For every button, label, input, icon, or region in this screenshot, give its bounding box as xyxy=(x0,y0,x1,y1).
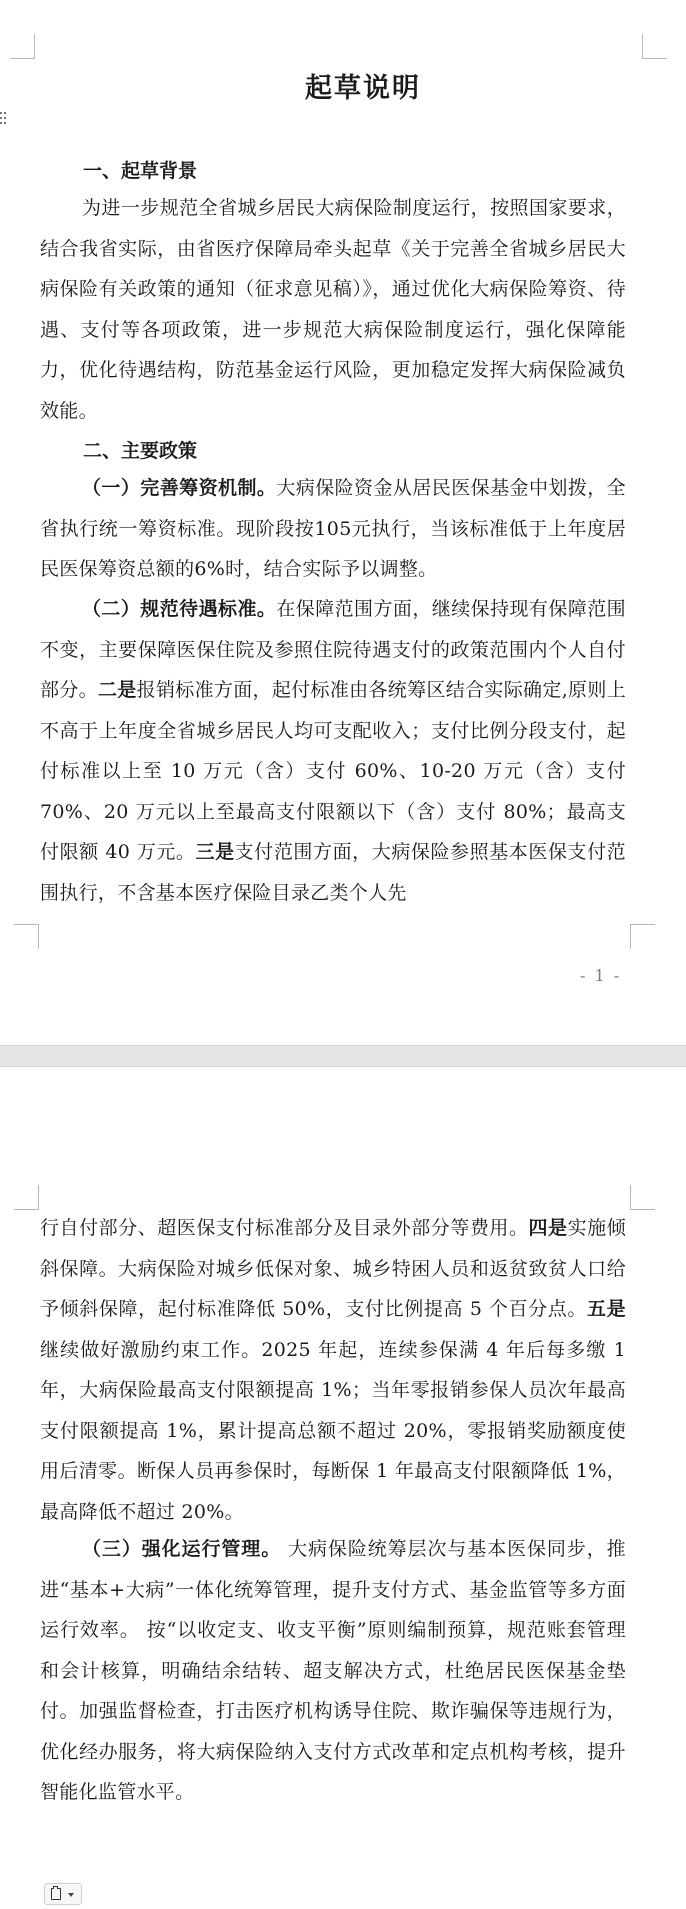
page-corner-mark xyxy=(642,34,667,59)
clipboard-icon xyxy=(51,1888,61,1900)
paragraph-background: 为进一步规范全省城乡居民大病保险制度运行，按照国家要求，结合我省实际，由省医疗保障局牵头起草《关于完善全省城乡居民大病保险有关政策的通知（征求意见稿）》，通过优化大病保险筹资、待遇、支付等各项政策，进一步规范大病保险制度运行，强化保障能力，优化待遇结构，防范基金运行风险，更加稳定发挥大病保险减负效能。 xyxy=(40,197,626,422)
paragraph-benefit-standards-continued: 行自付部分、超医保支付标准部分及目录外部分等费用。四是实施倾斜保障。大病保险对城乡低保对象、城乡特困人员和返贫致贫人口给予倾斜保障，起付标准降低 50%，支付比例提高 5 个百分点。五是继续做好激励约束工作。2025 年起，连续参保满 4 年后每多缴 1 年，大病保险最高支付限额提高 1%；当年零报销参保人员次年最高支付限额提高 1%，累计提高总额不超过 20%，零报销奖励额度使用后清零。断保人员再参保时，每断保 1 年最高支付限额降低 1%，最高降低不超过 20%。 xyxy=(40,1217,626,1523)
drag-handle-icon[interactable] xyxy=(0,112,8,128)
chevron-down-icon xyxy=(68,1893,74,1897)
paragraph-operation-management: （三）强化运行管理。 大病保险统筹层次与基本医保同步，推进“基本+大病”一体化统筹管理，提升支付方式、基金监管等多方面运行效率。 按“以收定支、收支平衡”原则编制预算，规范账套管理和会计核算，明确结余结转、超支解决方式，杜绝居民医保基金垫付。加强监督检查，打击医疗机构诱导住院、欺诈骗保等违规行为，优化经办服务，将大病保险纳入支付方式改革和定点机构考核，提升智能化监管水平。 xyxy=(40,1538,626,1803)
document-page-2 xyxy=(0,1067,686,1909)
page-separator xyxy=(0,1045,686,1067)
paragraph-funding-mechanism: （一）完善筹资机制。大病保险资金从居民医保基金中划拨，全省执行统一筹资标准。现阶段按105元执行，当该标准低于上年度居民医保筹资总额的6%时，结合实际予以调整。 xyxy=(40,477,626,580)
page-number: - 1 - xyxy=(580,966,622,985)
page-corner-mark xyxy=(630,1185,655,1210)
section-heading-main-policies: 二、主要政策 xyxy=(83,440,198,462)
page-corner-mark xyxy=(14,924,39,949)
page-corner-mark xyxy=(14,1185,39,1210)
paragraph-benefit-standards: （二）规范待遇标准。在保障范围方面，继续保持现有保障范围不变，主要保障医保住院及参照住院待遇支付的政策范围内个人自付部分。二是报销标准方面，起付标准由各统筹区结合实际确定,原则上不高于上年度全省城乡居民人均可支配收入；支付比例分段支付，起付标准以上至 10 万元（含）支付 60%、10-20 万元（含）支付 70%、20 万元以上至最高支付限额以下（含）支付 80%；最高支付限额 40 万元。三是支付范围方面，大病保险参照基本医保支付范围执行，不含基本医疗保险目录乙类个人先 xyxy=(40,598,626,904)
section-heading-background: 一、起草背景 xyxy=(83,160,198,182)
page-corner-mark xyxy=(630,924,655,949)
paste-options-button[interactable] xyxy=(44,1883,82,1905)
page-corner-mark xyxy=(10,34,35,59)
document-title: 起草说明 xyxy=(305,73,421,104)
